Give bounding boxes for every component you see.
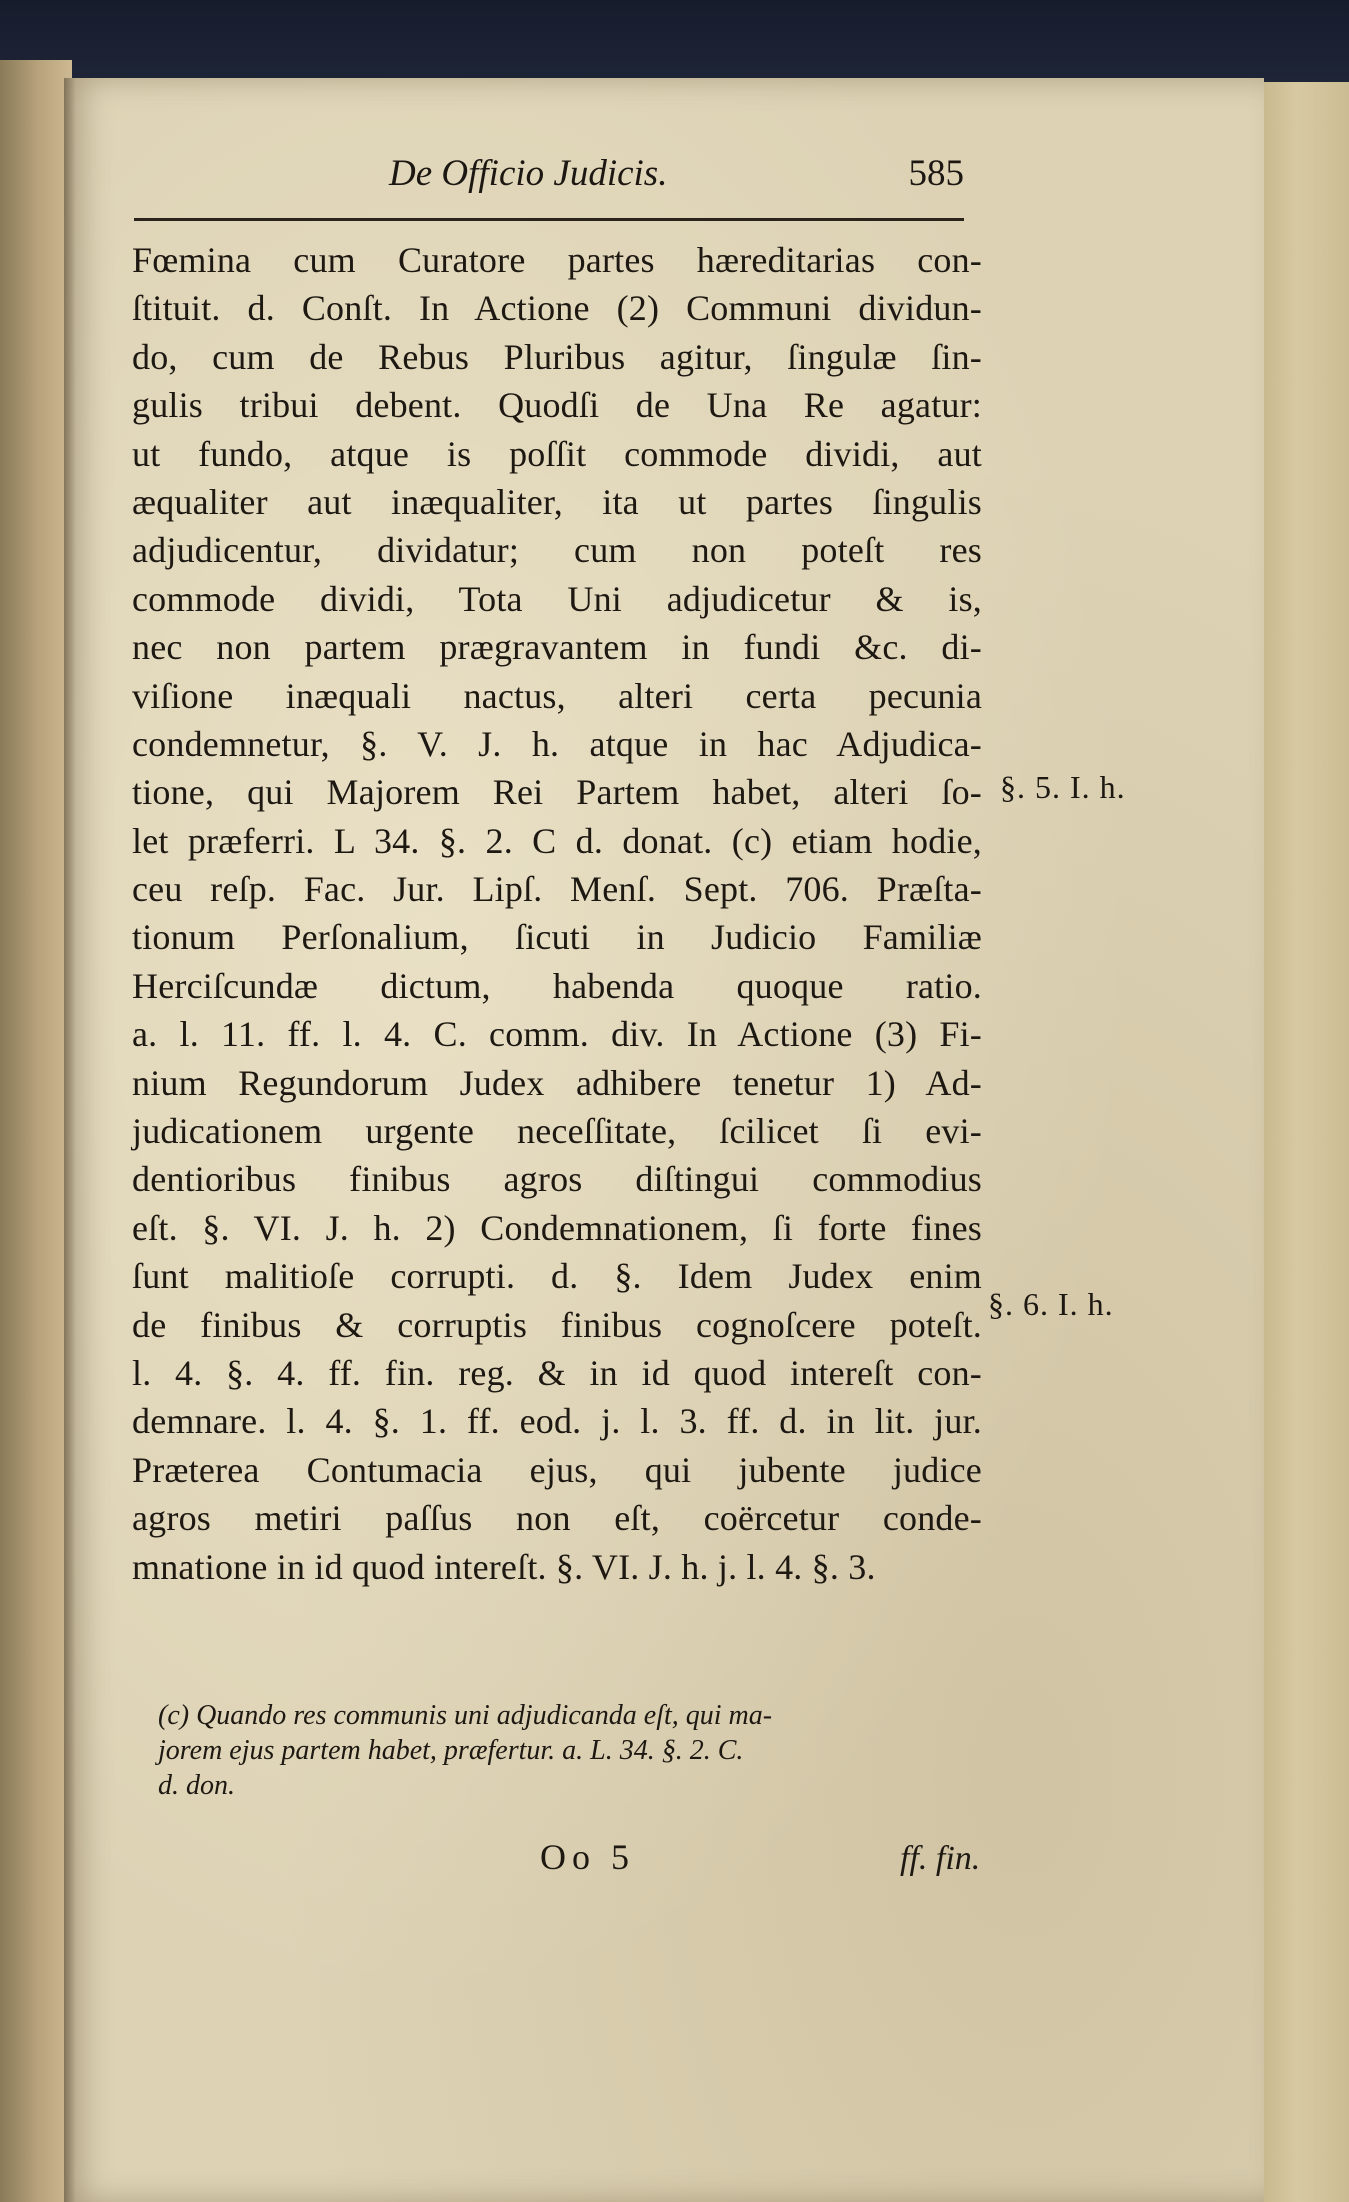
page-right-margin <box>1264 82 1349 2202</box>
footnote-line: d. don. <box>158 1770 235 1801</box>
text-line: æqualiter aut inæqualiter, ita ut partes ſingulis <box>132 481 982 522</box>
page-header <box>134 152 964 212</box>
page-number: 585 <box>908 153 964 194</box>
text-line: tione, qui Majorem Rei Partem habet, alteri ſo- <box>132 772 982 813</box>
facing-page-edge <box>0 60 72 2202</box>
scan-background-top <box>0 0 1349 90</box>
margin-note: §. 5. I. h. <box>1000 769 1126 805</box>
text-line: nium Regundorum Judex adhibere tenetur 1) Ad- <box>132 1062 982 1103</box>
text-line: ſtituit. d. Conſt. In Actione (2) Communi dividun- <box>132 288 982 329</box>
text-line: eſt. §. VI. J. h. 2) Condemnationem, ſi forte fines <box>132 1207 982 1248</box>
text-line: Herciſcundæ dictum, habenda quoque ratio. <box>132 965 982 1006</box>
text-line: gulis tribui debent. Quodſi de Una Re agatur: <box>132 385 982 426</box>
text-line: tionum Perſonalium, ſicuti in Judicio Familiæ <box>132 917 982 958</box>
text-line: agros metiri paſſus non eſt, coërcetur conde- <box>132 1498 982 1539</box>
catchword: ff. fin. <box>900 1840 981 1877</box>
text-line: Præterea Contumacia ejus, qui jubente judice <box>132 1449 982 1490</box>
text-line: ſunt malitioſe corrupti. d. §. Idem Judex enim <box>132 1256 982 1297</box>
text-line: demnare. l. 4. §. 1. ff. eod. j. l. 3. ff. d. in lit. jur. <box>132 1401 982 1442</box>
signature-mark: Oo 5 <box>540 1837 635 1877</box>
text-line: let præferri. L 34. §. 2. C d. donat. (c) etiam hodie, <box>132 820 982 861</box>
text-line: viſione inæquali nactus, alteri certa pecunia <box>132 675 982 716</box>
text-line: de finibus & corruptis finibus cognoſcere poteſt. <box>132 1304 982 1345</box>
text-line: judicationem urgente neceſſitate, ſcilicet ſi evi- <box>132 1111 982 1152</box>
running-title: De Officio Judicis. <box>389 153 668 194</box>
header-rule <box>134 218 964 221</box>
text-line: adjudicentur, dividatur; cum non poteſt res <box>132 530 982 571</box>
text-line: commode dividi, Tota Uni adjudicetur & is, <box>132 578 982 619</box>
text-line: ceu reſp. Fac. Jur. Lipſ. Menſ. Sept. 706. Præſta- <box>132 869 982 910</box>
text-line: ut fundo, atque is poſſit commode dividi, aut <box>132 433 982 474</box>
main-text <box>132 236 982 1591</box>
gutter-shadow <box>64 78 76 2202</box>
text-line: l. 4. §. 4. ff. fin. reg. & in id quod intereſt con- <box>132 1352 982 1393</box>
text-line: Fœmina cum Curatore partes hæreditarias con- <box>132 240 982 280</box>
footnote-line: jorem ejus partem habet, præfertur. a. L. 34. §. 2. C. <box>158 1735 744 1766</box>
footnote-line: (c) Quando res communis uni adjudicanda eſt, qui ma- <box>158 1700 773 1731</box>
margin-note: §. 6. I. h. <box>988 1286 1114 1322</box>
text-line: a. l. 11. ff. l. 4. C. comm. div. In Actione (3) Fi- <box>132 1014 982 1055</box>
text-line: nec non partem prægravantem in fundi &c. di- <box>132 627 982 668</box>
text-line: do, cum de Rebus Pluribus agitur, ſingulæ ſin- <box>132 336 982 377</box>
text-line: dentioribus finibus agros diſtingui commodius <box>132 1159 982 1200</box>
text-line: condemnetur, §. V. J. h. atque in hac Adjudica- <box>132 723 982 764</box>
text-line: mnatione in id quod intereſt. §. VI. J. h. j. l. 4. §. 3. <box>132 1546 876 1587</box>
footnote <box>158 1698 994 1803</box>
